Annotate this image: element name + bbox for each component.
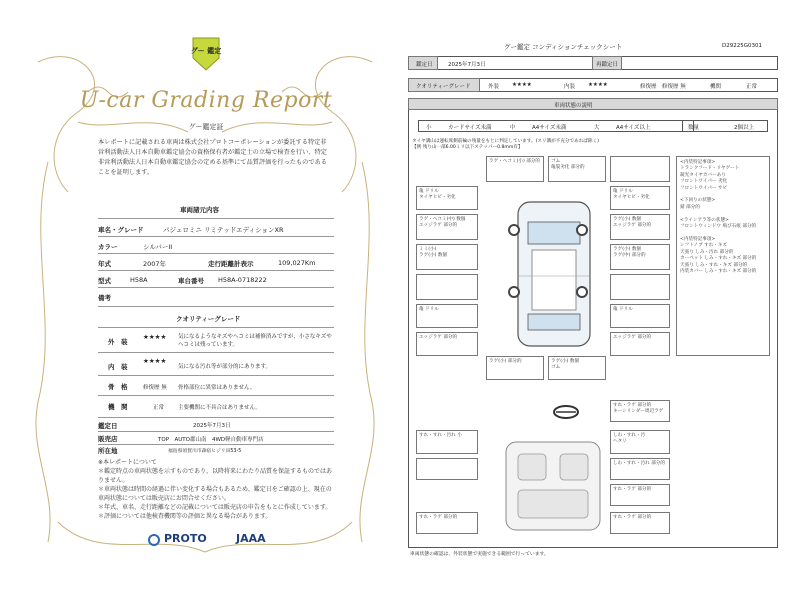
interior-comment: 気になる汚れ等が部分的にあります。 [178, 364, 272, 370]
exterior-label: 外装 [488, 84, 500, 90]
note-item: ＊評価については他検査機関等の評価と異なる場合があります。 [98, 513, 272, 520]
chassis-label: 車台番号 [178, 277, 204, 285]
divider [98, 395, 334, 396]
appraisal-date-label: 鑑定日 [416, 62, 433, 68]
condition-cell: しわ・すれ・汚れ 部分的 [610, 458, 670, 480]
condition-cell [610, 274, 670, 300]
quality-section-title: クオリティーグレード [176, 315, 241, 323]
condition-cell: すれ・すれ・汚れ 小 [416, 430, 478, 454]
appraisal-date: 2025年7月3日 [193, 423, 231, 429]
reappraisal-label: 再鑑定日 [596, 62, 619, 68]
exterior-comment: 気になるようなキズやヘコミは補修済みですが、小さなキズやヘコミは残っています。 [178, 334, 332, 348]
notes-title: ※本レポートについて [98, 459, 157, 466]
divider [98, 306, 334, 307]
rear-right-wheel-icon [576, 286, 588, 298]
condition-cell: 亀 ドリル タイヤヒビ・劣化 [416, 186, 478, 210]
divider [98, 236, 334, 237]
condition-cell: すれ・ラゲ 部分的 キーシリンダー周辺ラゲ [610, 400, 670, 422]
condition-cell: ラゲ(小) 数個 ゴム [548, 356, 606, 380]
engine-label: 機 関 [108, 403, 128, 411]
size-large-desc: A4サイズ以上 [616, 125, 651, 131]
divider [98, 375, 334, 376]
repair-value: 修復歴 無 [662, 84, 686, 90]
condition-cell: すれ・ラゲ 部分的 [610, 484, 670, 506]
tire-value: 2個以上 [734, 125, 754, 131]
condition-cell: エッジラゲ 部分的 [610, 332, 670, 356]
exterior-label: 外 装 [108, 338, 128, 346]
interior-label: 内装 [564, 84, 576, 90]
report-notes [98, 458, 334, 521]
chassis-value: H58A-0718222 [218, 276, 267, 284]
type-label: 型式 [98, 277, 111, 285]
jaaa-logo: JAAA [236, 532, 266, 545]
frame-comment: 骨格部位に異常はありません。 [178, 385, 256, 391]
condition-cell: ゴム 亀裂劣化 部分的 [548, 156, 606, 182]
year-label: 年式 [98, 260, 111, 268]
size-mid-desc: A4サイズ未満 [532, 125, 567, 131]
color-value: シルバーII [143, 243, 173, 251]
intro-text: 本レポートに記載される車両は株式会社プロトコーポレーションが委託する特定非営利活動法人日本自動車鑑定協会の資格保有者が鑑定士の立場で検査を行い、特定非営利活動法人日本自動車鑑定協会の定める基準にて品質評価を行ったものであることを証明します。 [98, 139, 327, 176]
condition-cell [416, 274, 478, 300]
condition-cell: 亀 ドリル [610, 304, 670, 328]
year-value: 2007年 [143, 260, 167, 268]
appraisal-date-label: 鑑定日 [98, 422, 118, 430]
steering-wheel-icon [552, 404, 580, 420]
interior-stars: ★★★★ [143, 357, 167, 365]
note-item: ＊車両状態は時間の経過に伴い変化する場合もあるため、鑑定日をご確認の上、現在の車両状態については販売店にお問合せください。 [98, 486, 332, 502]
color-label: カラー [98, 243, 118, 251]
condition-cell: ミミ(小) ラゲ(小) 数個 [416, 244, 478, 270]
divider [98, 270, 334, 271]
divider [98, 218, 334, 219]
doc-id: D29225G0301 [722, 43, 762, 49]
size-mid: 中 [510, 125, 516, 131]
condition-cell [610, 156, 670, 182]
condition-cell: しわ・すれ・汚 へタリ [610, 430, 670, 454]
condition-cell: 亀 ドリル [416, 304, 478, 328]
grading-report-certificate [18, 22, 392, 578]
car-interior-view-icon [500, 436, 606, 534]
exterior-stars: ★★★★ [143, 333, 167, 341]
size-small: 小 [426, 125, 432, 131]
cell [408, 98, 778, 110]
proto-logo: PROTO [164, 532, 207, 545]
address-value: 福島県須賀川市森宿ヒジリ田53-5 [168, 449, 242, 454]
report-title: U-car Grading Report [79, 88, 333, 113]
divider [98, 431, 334, 432]
repair-label: 修復歴 [640, 84, 657, 90]
condition-cell: ラゲ(小) 数個 エッジラゲ 部分的 [610, 214, 670, 240]
model-value: パジェロミニ リミテッドエディションXR [163, 226, 284, 234]
interior-stars: ★★★★ [588, 82, 608, 88]
proto-logo-icon [148, 534, 160, 546]
badge-label: グー 鑑定 [190, 47, 222, 55]
divider [98, 444, 334, 445]
model-label: 車名・グレード [98, 226, 144, 234]
divider [98, 327, 334, 328]
side-notes: <内装特記事項> トランクフード・リヤゲート 凝光タイヤカバーあり フロントワイパー 劣化 フロントワイパー サビ <下回りの状態> 錆 部分的 <ライシアラ等の状態> フロントウィンドウ 飛び石痕 部分的 <内装特記事項> シフトノブ すれ・キズ 天張り しみ・汚れ 部分的 カーペット しみ・すれ・キズ 部分的 天張り しみ・すれ・キズ 部分的 内装カバー しみ・すれ・キズ 部分的 [680, 160, 757, 274]
frame-status: 修復歴 無 [143, 385, 167, 391]
exterior-stars: ★★★★ [512, 82, 532, 88]
divider [98, 287, 334, 288]
mileage-label: 走行距離計表示 [208, 260, 254, 268]
dealer-label: 販売店 [98, 435, 118, 443]
condition-check-sheet [404, 38, 782, 557]
engine-status: 正常 [153, 405, 165, 411]
condition-cell: ラゲ・ヘコミ(小) 部分的 [486, 156, 544, 182]
dealer-value: TOP AUTO郡山南 4WD軽自動車専門店 [158, 437, 264, 443]
report-subtitle: グー鑑定証 [188, 123, 224, 131]
remarks-label: 備考 [98, 294, 111, 302]
interior-label: 内 装 [108, 363, 128, 371]
condition-cell: ラゲ(小) 数個 ラゲ(中) 部分的 [610, 244, 670, 270]
divider [98, 352, 334, 353]
type-value: H58A [130, 276, 148, 284]
divider [98, 417, 334, 418]
sheet-title: グー鑑定 コンディションチェックシート [504, 43, 623, 51]
size-small-desc: カードサイズ未満 [448, 125, 492, 131]
condition-cell: ラゲ・ヘコミ(中) 数個 エッジラゲ 部分的 [416, 214, 478, 240]
rear-left-wheel-icon [508, 286, 520, 298]
condition-cell [416, 458, 478, 480]
frame-label: 骨 格 [108, 383, 128, 391]
condition-cell: すれ・ラゲ 部分的 [610, 512, 670, 534]
side-notes-box [676, 156, 770, 356]
mileage-value: 109,027Km [278, 259, 316, 267]
condition-cell: エッジラゲ 部分的 [416, 332, 478, 356]
engine-comment: 主要機関に不具合はありません。 [178, 405, 261, 411]
quality-label: クオリティーグレード [416, 84, 471, 90]
tire-label: 数量 [688, 125, 700, 131]
address-label: 所在地 [98, 447, 118, 455]
front-right-wheel-icon [576, 224, 588, 236]
vehicle-section-title: 車両諸元内容 [180, 206, 219, 214]
front-left-wheel-icon [508, 224, 520, 236]
condition-cell: すれ・ラゲ 部分的 [416, 512, 478, 534]
condition-title: 車両状態の説明 [554, 103, 593, 109]
appraisal-date: 2025年7月3日 [448, 62, 486, 68]
condition-cell: ラゲ(小) 部分的 [486, 356, 544, 380]
tire-note: タイヤ溝山は運転席側前輪の残量をもとに判定しています。(スリ溝が不充分であれば除く) [412, 139, 599, 144]
divider [98, 253, 334, 254]
condition-cell: 亀 ドリル タイヤヒビ・劣化 [610, 186, 670, 210]
note-item: ＊鑑定時点の車両状態を示すものであり、以降将来にわたり品質を保証するものではありません。 [98, 468, 333, 484]
car-top-view-icon [504, 196, 604, 352]
size-large: 大 [594, 125, 600, 131]
engine-label: 機関 [710, 84, 722, 90]
engine-value: 正常 [746, 84, 758, 90]
sheet-footer: 車両状態の確認は、外装状態で実施できる範囲で行っています。 [410, 552, 549, 557]
note-item: ＊年式、車名、走行距離などの記載については販売店の申告をもとに作成しています。 [98, 504, 332, 511]
tire-note: 【例 残り山一部6.00ミリ以下ステッパー0.8mm有】 [412, 145, 523, 150]
